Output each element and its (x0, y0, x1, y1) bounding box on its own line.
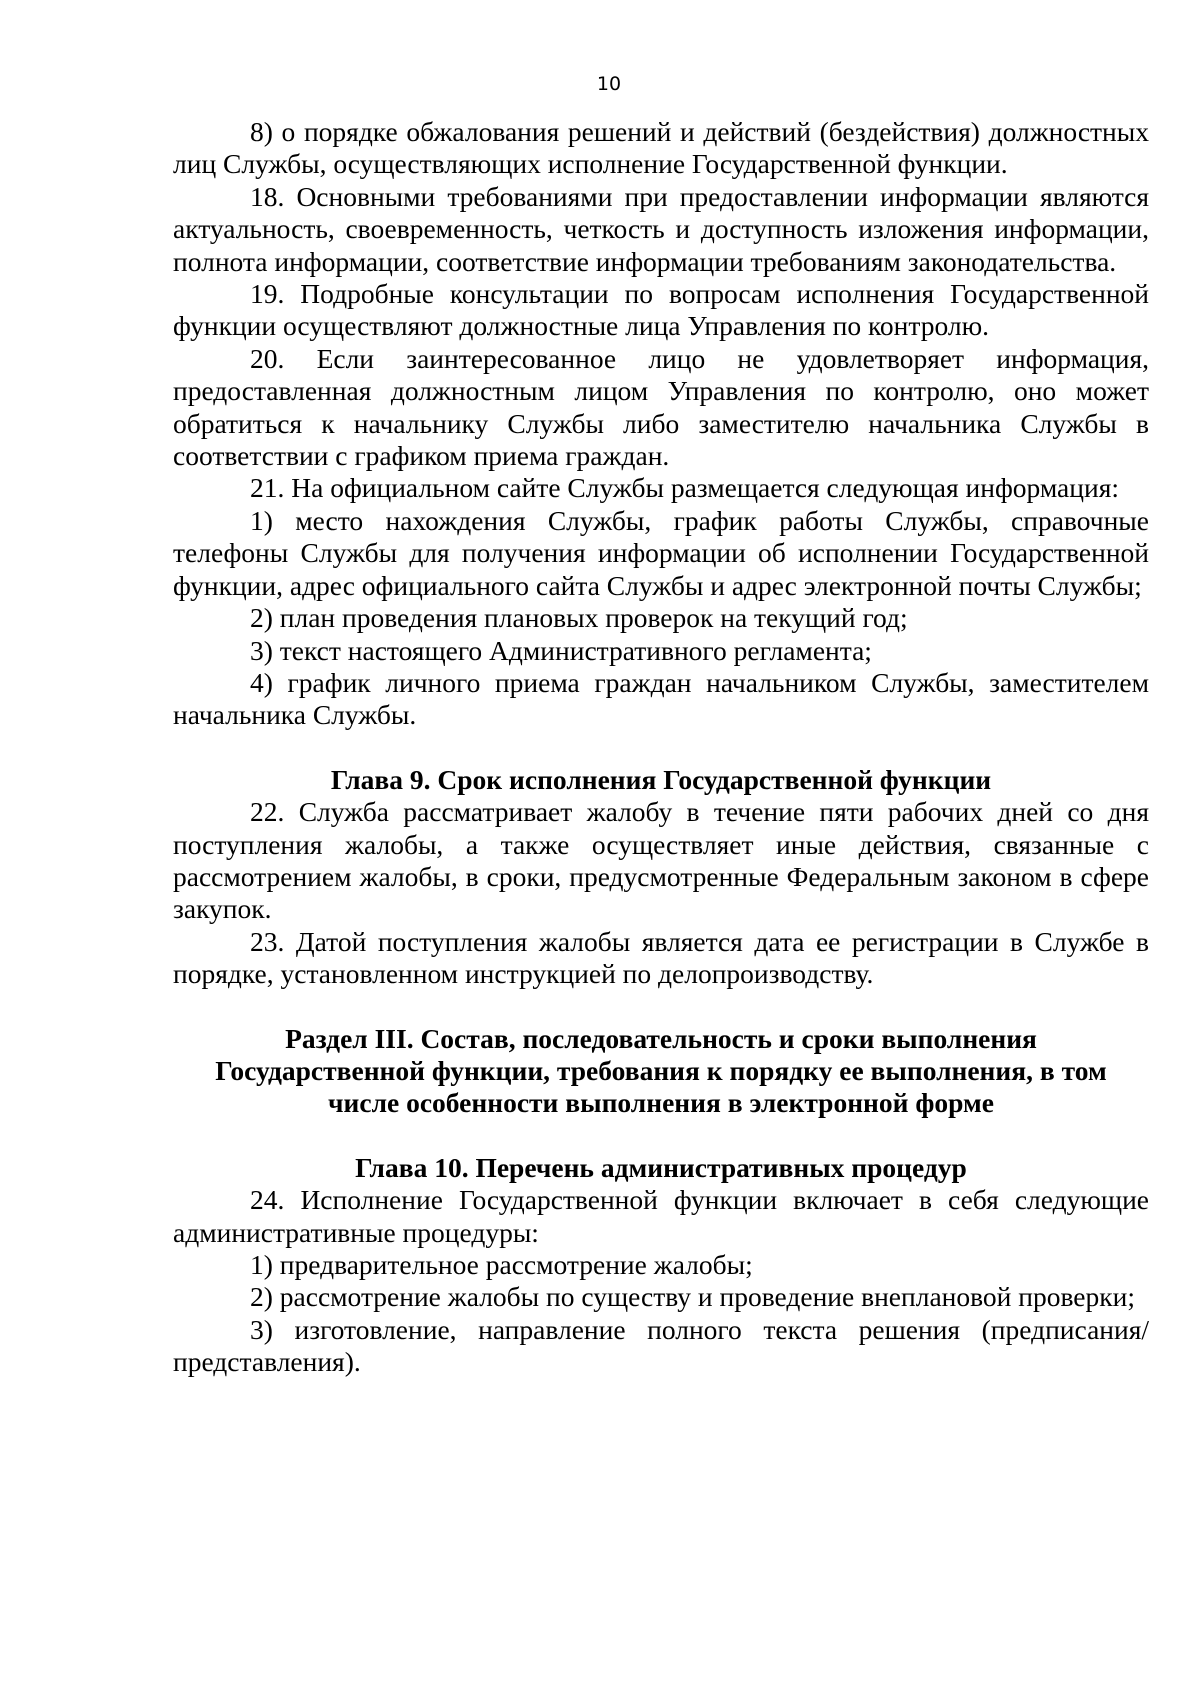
section-3-heading-line-2: Государственной функции, требования к порядку ее выполнения, в том (215, 1054, 1107, 1086)
paragraph-22-complaint-review: 22. Служба рассматривает жалобу в течение пяти рабочих дней со дня поступления жалобы, а также осуществляет иные действия, связанные с рассмотрением жалобы, в сроки, предусмотренные Федеральным законом в сфере закупок. (173, 796, 1149, 925)
paragraph-8-appeal-procedure: 8) о порядке обжалования решений и действий (бездействия) должностных лиц Службы, осуществляющих исполнение Государственной функции. (173, 116, 1149, 180)
list-item-2-inspection-plan: 2) план проведения плановых проверок на текущий год; (250, 602, 908, 634)
paragraph-24-procedures: 24. Исполнение Государственной функции включает в себя следующие административные процедуры: (173, 1184, 1149, 1248)
section-3-heading-line-3: числе особенности выполнения в электронной форме (328, 1087, 994, 1119)
procedure-item-1: 1) предварительное рассмотрение жалобы; (250, 1249, 753, 1280)
list-item-1-location: 1) место нахождения Службы, график работы Службы, справочные телефоны Службы для получения информации об исполнении Государственной функции, адрес официального сайта Службы и адрес электронной почты Службы; (173, 504, 1149, 601)
list-item-4-reception-schedule: 4) график личного приема граждан начальником Службы, заместителем начальника Службы. (173, 666, 1149, 731)
paragraph-20-dissatisfied-person: 20. Если заинтересованное лицо не удовлетворяет информация, предоставленная должностным лицом Управления по контролю, оно может обратиться к начальнику Службы либо заместителю начальника Службы в соответствии с графиком приема граждан. (173, 342, 1149, 472)
paragraph-21-website-info: 21. На официальном сайте Службы размещается следующая информация: (250, 472, 1119, 504)
page-content (173, 116, 1149, 1379)
procedure-item-3: 3) изготовление, направление полного текста решения (предписания/представления). (173, 1313, 1149, 1378)
paragraph-23-receipt-date: 23. Датой поступления жалобы является дата ее регистрации в Службе в порядке, установленном инструкцией по делопроизводству. (173, 925, 1149, 990)
section-3-heading (173, 1023, 1149, 1120)
list-item-3-regulation-text: 3) текст настоящего Административного регламента; (250, 634, 872, 666)
paragraph-18-requirements: 18. Основными требованиями при предоставлении информации являются актуальность, своевременность, четкость и доступность изложения информации, полнота информации, соответствие информации требованиям законодательства. (173, 180, 1149, 277)
section-3-heading-line-1: Раздел III. Состав, последовательность и сроки выполнения (285, 1022, 1037, 1054)
procedure-item-2: 2) рассмотрение жалобы по существу и проведение внеплановой проверки; (250, 1281, 1135, 1313)
page-number: 10 (596, 73, 622, 95)
chapter-9-heading: Глава 9. Срок исполнения Государственной функции (330, 763, 992, 795)
chapter-10-heading: Глава 10. Перечень административных процедур (355, 1151, 967, 1183)
paragraph-19-consultations: 19. Подробные консультации по вопросам исполнения Государственной функции осуществляют должностные лица Управления по контролю. (173, 278, 1149, 342)
